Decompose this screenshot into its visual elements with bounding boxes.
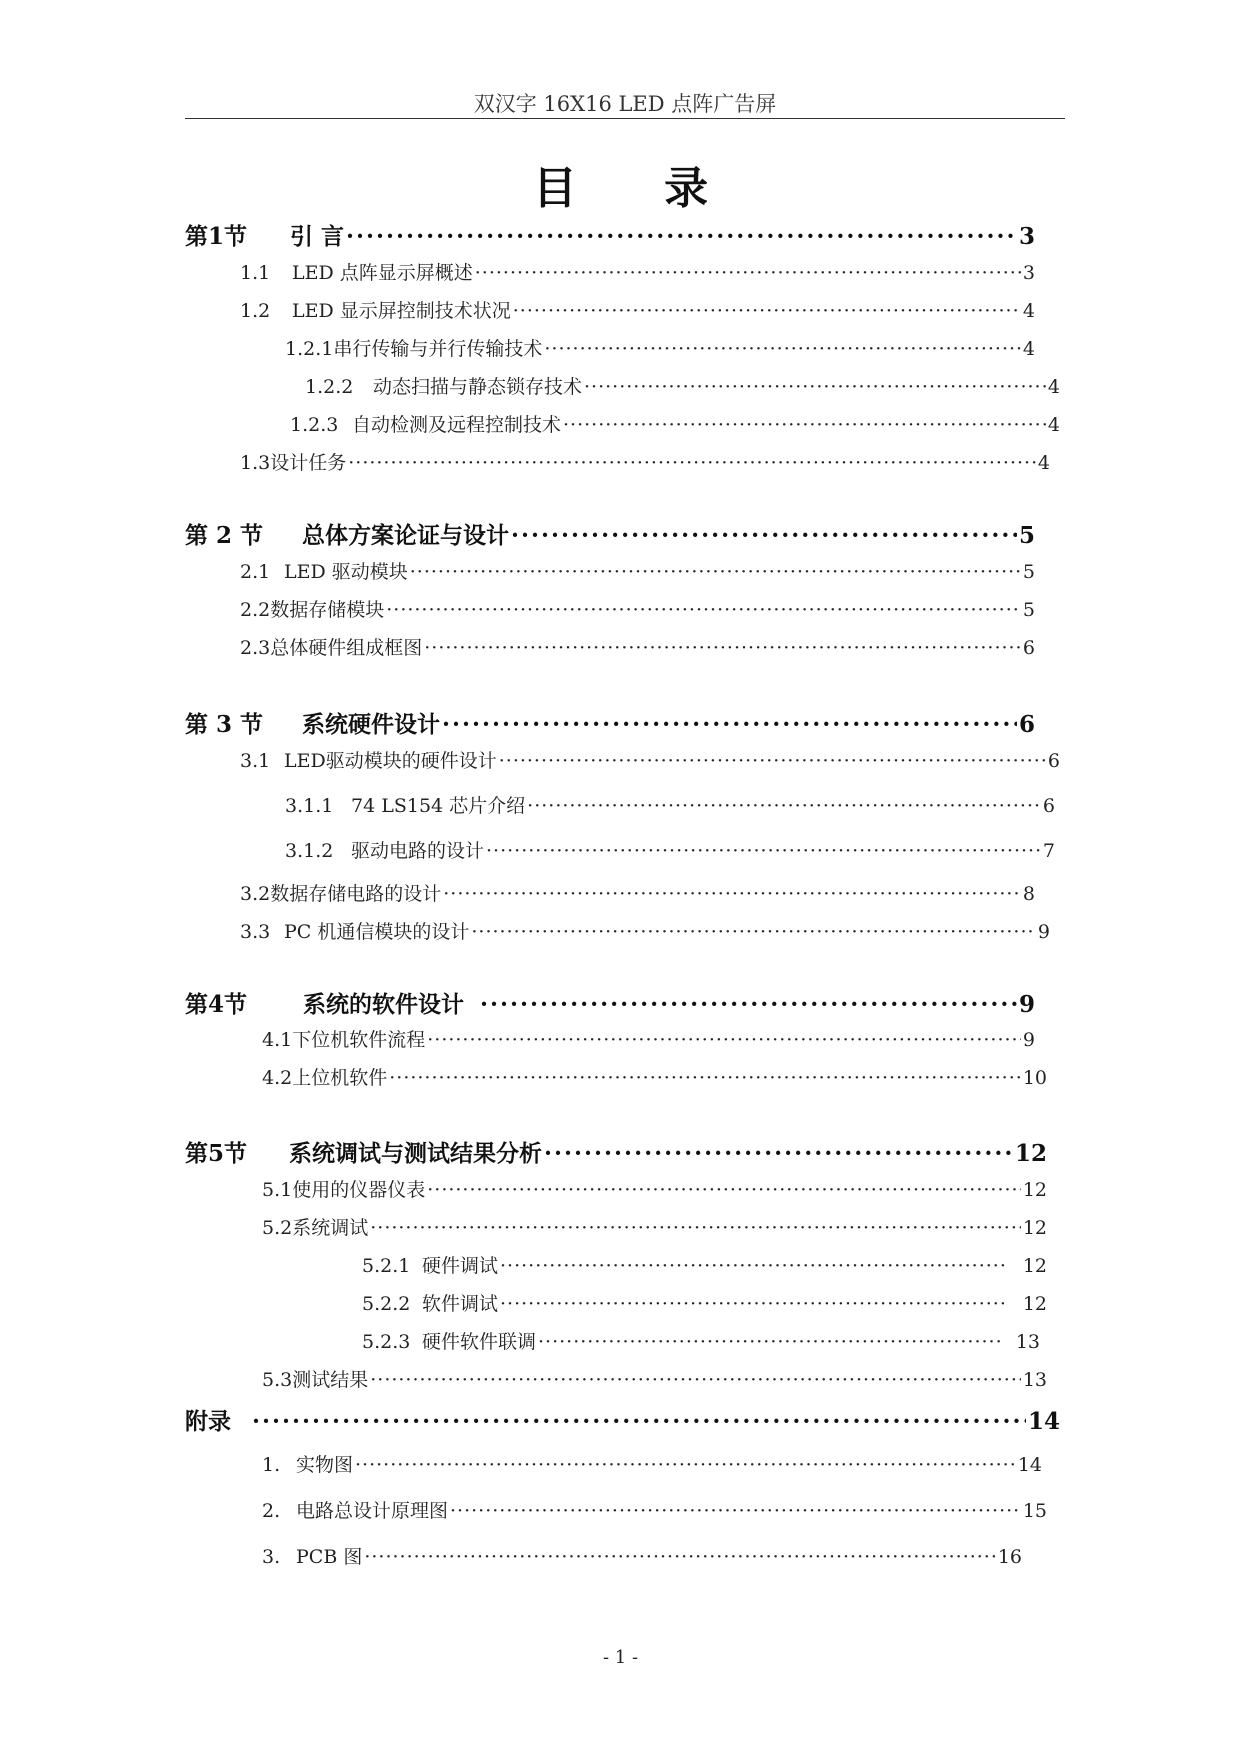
toc-label: 自动检测及远程控制技术 [352,414,562,436]
dot-leader [427,1179,1021,1201]
toc-entry-5-2-1[interactable] [362,1251,1047,1278]
toc-entry-1-3[interactable] [240,448,1050,475]
toc-page: 14 [1027,1408,1060,1435]
toc-number: 5.1 [262,1179,293,1201]
toc-label: 硬件调试 [422,1255,499,1277]
toc-page: 5 [1018,522,1035,549]
toc-page: 16 [997,1546,1022,1568]
page-number: - 1 - [602,1647,639,1668]
toc-page: 9 [1022,1029,1035,1051]
dot-leader [450,1500,1021,1522]
running-header: 双汉字 16X16 LED 点阵广告屏 [473,92,777,116]
toc-number: 2.2 [240,599,271,621]
toc-entry-ch2[interactable] [185,517,1035,550]
toc-page: 4 [1047,376,1060,398]
dot-leader [424,637,1021,659]
dot-leader [346,223,1017,250]
toc-entry-5-2[interactable] [262,1213,1047,1240]
dot-leader [389,1067,1021,1089]
toc-number: 1.2 [240,300,271,322]
toc-number: 3.1.2 [285,840,334,862]
dot-leader [410,561,1021,583]
toc-page: 12 [1022,1293,1047,1315]
toc-page: 9 [1018,991,1035,1018]
toc-page: 4 [1047,414,1060,436]
toc-label: 使用的仪器仪表 [292,1179,426,1201]
dot-leader [538,1331,1000,1353]
toc-label: LED 显示屏控制技术状况 [292,300,511,322]
toc-number: 2.1 [240,561,271,583]
toc-number: 3.3 [240,921,271,943]
toc-label: 上位机软件 [292,1067,388,1089]
toc-label: 软件调试 [422,1293,499,1315]
toc-label: 附录 [185,1408,231,1435]
dot-leader [486,840,1041,862]
dot-leader [427,1029,1021,1051]
toc-number: 3.1 [240,750,271,772]
toc-entry-1-2-1[interactable] [285,334,1035,361]
dot-leader [511,522,1017,549]
dot-leader [355,1454,1016,1476]
page-title: 目 录 [532,163,745,214]
toc-label: 数据存储电路的设计 [270,883,442,905]
dot-leader [513,300,1021,322]
toc-page: 5 [1022,599,1035,621]
toc-entry-3-1[interactable] [240,746,1060,773]
toc-page: 4 [1037,452,1050,474]
toc-entry-appendix-2[interactable] [262,1496,1047,1523]
toc-number: 5.2 [262,1217,293,1239]
toc-entry-5-2-3[interactable] [362,1327,1040,1354]
toc-label: 串行传输与并行传输技术 [333,338,543,360]
toc-label: LED 驱动模块 [284,561,408,583]
toc-label: 硬件软件联调 [422,1331,537,1353]
dot-leader [527,795,1041,817]
toc-label: 下位机软件流程 [292,1029,426,1051]
toc-entry-5-3[interactable] [262,1365,1047,1392]
toc-number: 1.2.2 [305,376,354,398]
toc-label: 实物图 [296,1454,354,1476]
toc-number: 5.2.3 [362,1331,411,1353]
toc-label: 总体硬件组成框图 [270,637,423,659]
toc-number: 2. [262,1500,281,1522]
toc-label: LED驱动模块的硬件设计 [284,750,497,772]
toc-entry-3-1-1[interactable] [285,791,1055,818]
toc-page: 9 [1037,921,1050,943]
toc-entry-2-2[interactable] [240,595,1035,622]
toc-entry-5-1[interactable] [262,1175,1047,1202]
toc-number: 5.2.1 [362,1255,411,1277]
toc-label: 系统的软件设计 [303,991,464,1018]
toc-number: 3.1.1 [285,795,334,817]
toc-entry-1-2-3[interactable] [290,410,1060,437]
dot-leader [584,376,1046,398]
toc-label: PCB 图 [296,1546,363,1568]
toc-page: 15 [1022,1500,1047,1522]
toc-page: 6 [1042,795,1055,817]
toc-number: 5.2.2 [362,1293,411,1315]
toc-entry-appendix[interactable] [185,1403,1060,1436]
toc-page: 8 [1022,883,1035,905]
toc-label: 系统调试 [292,1217,369,1239]
dot-leader [370,1217,1021,1239]
toc-number: 1.2.3 [290,414,339,436]
toc-label: 引 言 [290,223,345,250]
toc-page: 13 [1022,1369,1047,1391]
toc-entry-4-2[interactable] [262,1063,1047,1090]
toc-page: 7 [1042,840,1055,862]
toc-page: 3 [1018,223,1035,250]
toc-label: 系统调试与测试结果分析 [289,1140,542,1167]
toc-number: 第 3 节 [185,711,264,738]
toc-entry-3-2[interactable] [240,879,1035,906]
toc-number: 1.1 [240,262,271,284]
toc-page: 4 [1022,300,1035,322]
dot-leader [370,1369,1021,1391]
toc-entry-ch1[interactable] [185,218,1035,251]
toc-page: 12 [1022,1255,1047,1277]
toc-page: 6 [1018,711,1035,738]
dot-leader [364,1546,995,1568]
dot-leader [386,599,1021,621]
dot-leader [443,883,1021,905]
toc-entry-ch4[interactable] [185,986,1035,1019]
toc-number: 5.3 [262,1369,293,1391]
toc-page: 10 [1022,1067,1047,1089]
toc-entry-ch3[interactable] [185,706,1035,739]
toc-page: 6 [1047,750,1060,772]
toc-entry-5-2-2[interactable] [362,1289,1047,1316]
toc-number: 第4节 [185,991,248,1018]
toc-entry-3-1-2[interactable] [285,836,1055,863]
toc-label: 动态扫描与静态锁存技术 [373,376,583,398]
toc-entry-1-2-2[interactable] [305,372,1060,399]
toc-number: 3.2 [240,883,271,905]
toc-entry-appendix-1[interactable] [262,1450,1042,1477]
dot-leader [471,921,1036,943]
toc-number: 第 2 节 [185,522,264,549]
dot-leader [563,414,1046,436]
toc-label: LED 点阵显示屏概述 [292,262,473,284]
toc-entry-2-1[interactable] [240,557,1035,584]
toc-page: 4 [1022,338,1035,360]
toc-label: PC 机通信模块的设计 [284,921,470,943]
toc-label: 74 LS154 芯片介绍 [351,795,526,817]
toc-number: 第1节 [185,223,248,250]
toc-page: 6 [1022,637,1035,659]
toc-entry-ch5[interactable] [185,1135,1047,1168]
toc-label: 设计任务 [270,452,347,474]
toc-entry-3-3[interactable] [240,917,1050,944]
toc-label: 总体方案论证与设计 [302,522,509,549]
dot-leader [480,991,1017,1018]
toc-entry-1-2[interactable] [240,296,1035,323]
toc-number: 4.2 [262,1067,293,1089]
dot-leader [544,338,1021,360]
toc-label: 数据存储模块 [270,599,385,621]
toc-number: 1.2.1 [285,338,334,360]
toc-page: 5 [1022,561,1035,583]
dot-leader [252,1408,1026,1435]
dot-leader [500,1255,1007,1277]
toc-page: 14 [1017,1454,1042,1476]
toc-label: 测试结果 [292,1369,369,1391]
toc-page: 12 [1022,1217,1047,1239]
toc-label: 电路总设计原理图 [296,1500,449,1522]
toc-page: 3 [1022,262,1035,284]
toc-page: 12 [1014,1140,1047,1167]
header-rule [185,118,1065,119]
toc-number: 1.3 [240,452,271,474]
dot-leader [475,262,1021,284]
dot-leader [348,452,1036,474]
dot-leader [442,711,1017,738]
dot-leader [544,1140,1013,1167]
toc-entry-4-1[interactable] [262,1025,1035,1052]
toc-entry-appendix-3[interactable] [262,1542,1022,1569]
toc-number: 3. [262,1546,281,1568]
toc-entry-1-1[interactable] [240,258,1035,285]
toc-number: 2.3 [240,637,271,659]
toc-label: 驱动电路的设计 [351,840,485,862]
toc-label: 系统硬件设计 [302,711,440,738]
dot-leader [499,750,1046,772]
dot-leader [500,1293,1007,1315]
toc-number: 1. [262,1454,281,1476]
toc-number: 第5节 [185,1140,248,1167]
toc-number: 4.1 [262,1029,293,1051]
toc-page: 13 [1015,1331,1040,1353]
toc-entry-2-3[interactable] [240,633,1035,660]
toc-page: 12 [1022,1179,1047,1201]
